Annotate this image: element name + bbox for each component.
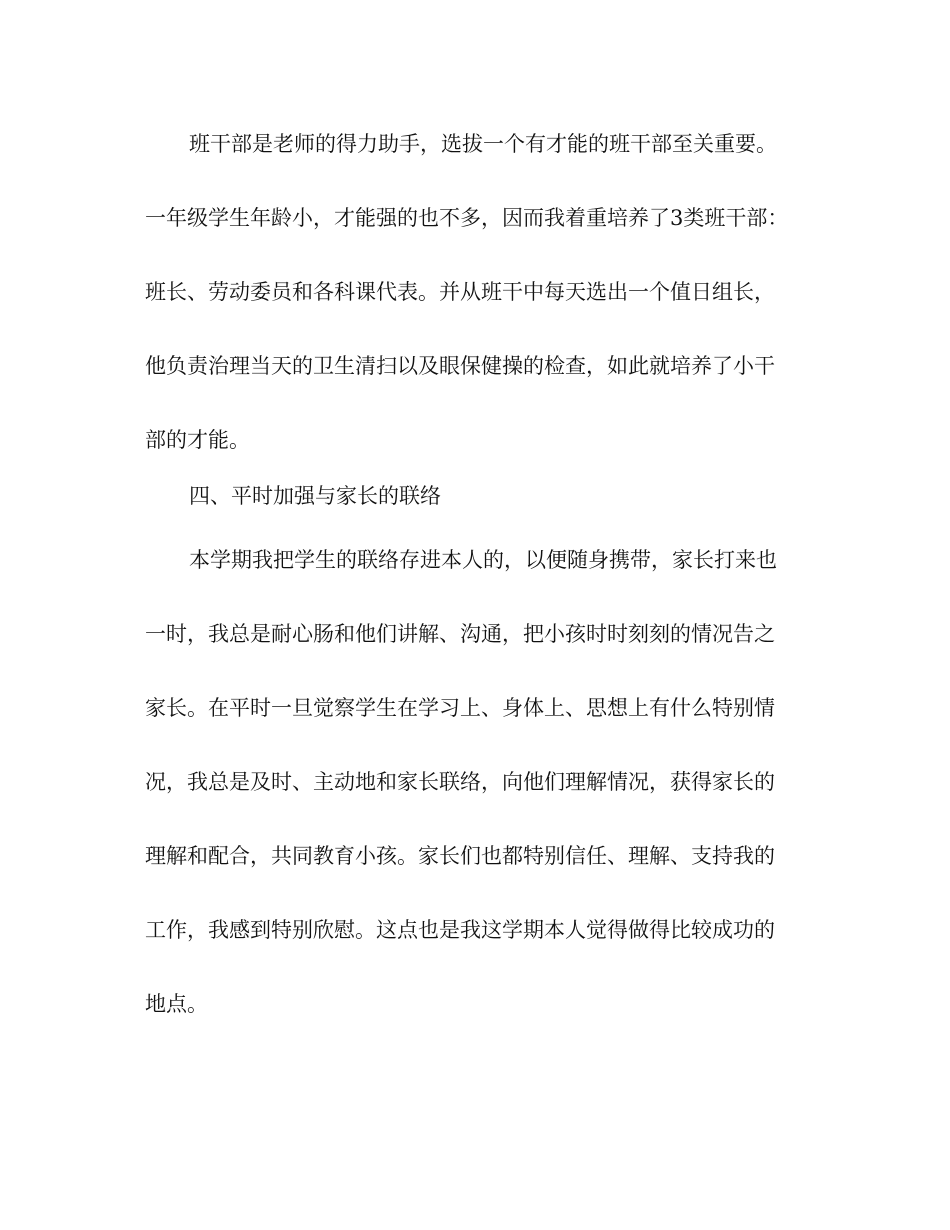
text-line: 本学期我把学生的联络存进本人的，以便随身携带，家长打来也 — [189, 548, 777, 572]
text-line: 班干部是老师的得力助手，选拔一个有才能的班干部至关重要。 — [189, 132, 777, 156]
text-line: 班长、劳动委员和各科课代表。并从班干中每天选出一个值日组长， — [145, 280, 775, 304]
text-line: 一年级学生年龄小，才能强的也不多，因而我着重培养了3类班干部： — [145, 206, 789, 230]
text-line: 地点。 — [145, 992, 208, 1016]
text-line: 部的才能。 — [145, 428, 250, 452]
text-line: 理解和配合，共同教育小孩。家长们也都特别信任、理解、支持我的 — [145, 844, 775, 868]
text-line: 一时，我总是耐心肠和他们讲解、沟通，把小孩时时刻刻的情况告之 — [145, 622, 775, 646]
text-line: 工作，我感到特别欣慰。这点也是我这学期本人觉得做得比较成功的 — [145, 918, 775, 942]
text-line: 况，我总是及时、主动地和家长联络，向他们理解情况，获得家长的 — [145, 770, 775, 794]
text-line: 家长。在平时一旦觉察学生在学习上、身体上、思想上有什么特别情 — [145, 696, 775, 720]
text-line: 他负责治理当天的卫生清扫以及眼保健操的检查，如此就培养了小干 — [145, 354, 775, 378]
section-heading: 四、平时加强与家长的联络 — [189, 484, 441, 508]
